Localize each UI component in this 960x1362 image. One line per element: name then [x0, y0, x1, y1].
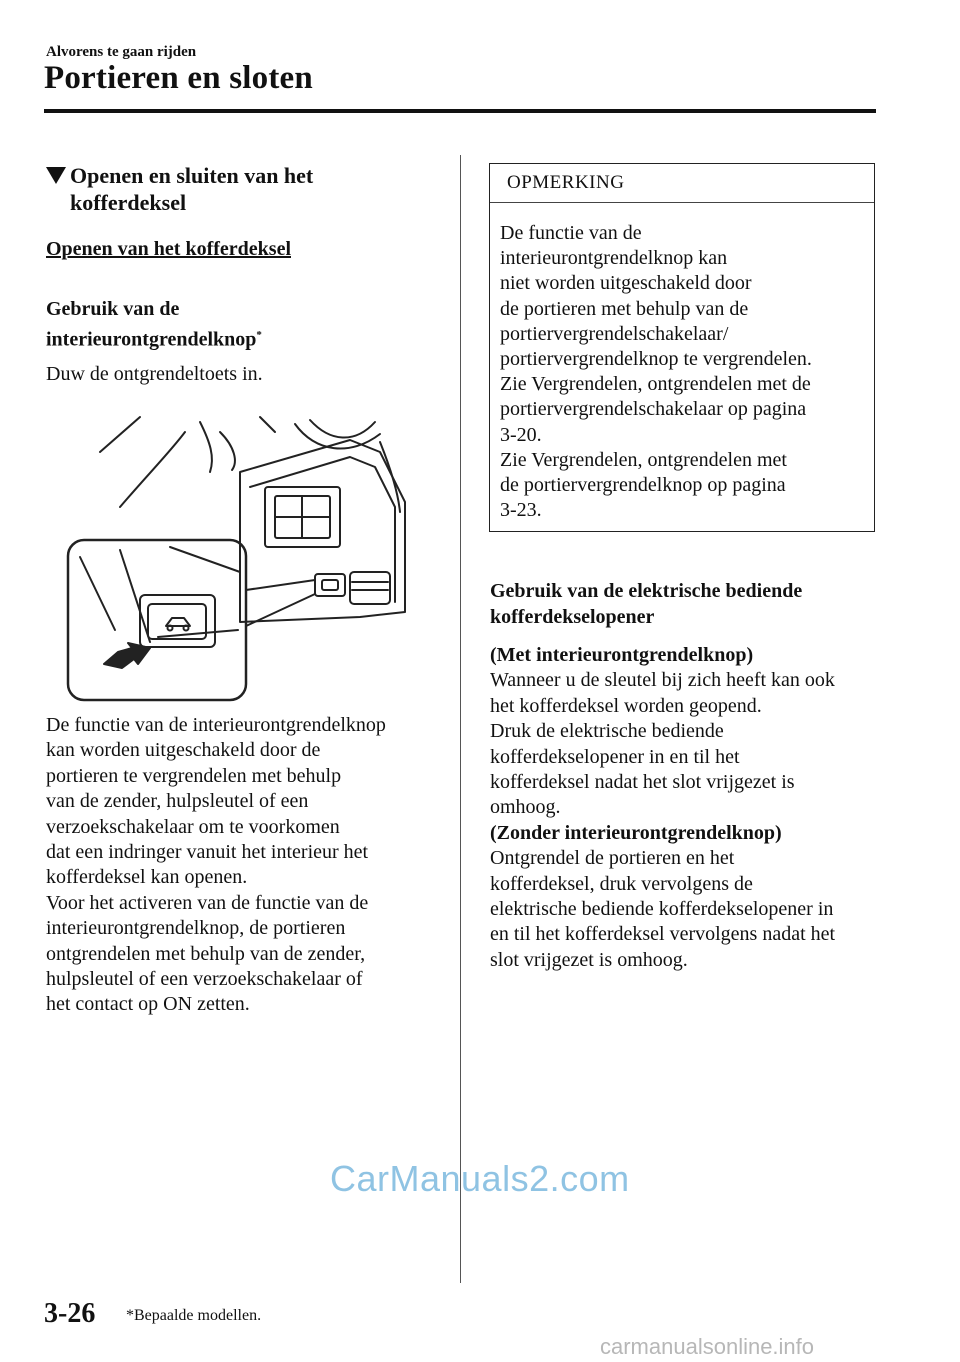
paragraph-line: De functie van de interieurontgrendelknop — [46, 714, 386, 736]
note-box — [489, 163, 875, 532]
note-line: portiervergrendelschakelaar op pagina — [500, 398, 807, 421]
page-title: Portieren en sloten — [44, 60, 313, 96]
paragraph-line: hulpsleutel of een verzoekschakelaar of — [46, 968, 363, 991]
topic-line2: kofferdekselopener — [490, 606, 655, 628]
title-rule — [44, 109, 876, 113]
instruction-text: Duw de ontgrendeltoets in. — [46, 363, 263, 385]
paragraph-line: van de zender, hulpsleutel of een — [46, 790, 309, 813]
section-heading-line2: kofferdeksel — [70, 190, 187, 215]
subheading-open-trunk: Openen van het kofferdeksel — [46, 238, 291, 260]
paragraph-line: portieren te vergrendelen met behulp — [46, 764, 342, 787]
note-line: 3-23. — [500, 499, 542, 522]
interior-release-description — [46, 713, 446, 1018]
page-number: 3-26 — [44, 1298, 96, 1329]
paragraph-line: slot vrijgezet is omhoog. — [490, 948, 688, 971]
paragraph-line: ontgrendelen met behulp van de zender, — [46, 942, 366, 965]
section-heading-line1: Openen en sluiten van het — [70, 163, 314, 188]
paragraph-line: omhoog. — [490, 796, 561, 819]
paragraph-line: Druk de elektrische bediende — [490, 720, 724, 743]
note-line: De functie van de — [500, 222, 642, 244]
paragraph-line: kofferdekselopener in en til het — [490, 745, 740, 768]
note-title: OPMERKING — [507, 172, 625, 193]
note-line: Zie Vergrendelen, ontgrendelen met — [500, 448, 787, 471]
note-line: portiervergrendelknop te vergrendelen. — [500, 348, 812, 371]
paragraph-line: verzoekschakelaar om te voorkomen — [46, 815, 340, 838]
paragraph-line: kofferdeksel, druk vervolgens de — [490, 872, 753, 895]
column-divider — [460, 155, 461, 1283]
watermark-secondary: carmanualsonline.info — [600, 1334, 815, 1359]
note-body — [500, 221, 870, 523]
topic-line1: Gebruik van de elektrische bediende — [490, 580, 803, 602]
condition-with-release: (Met interieurontgrendelknop) — [490, 644, 754, 666]
paragraph-line: Ontgrendel de portieren en het — [490, 847, 735, 870]
paragraph-line: dat een indringer vanuit het interieur het — [46, 841, 369, 864]
note-line: niet worden uitgeschakeld door — [500, 272, 752, 295]
note-line: portiervergrendelschakelaar/ — [500, 322, 729, 345]
paragraph-line: het kofferdeksel worden geopend. — [490, 694, 762, 717]
interior-release-button-illustration — [60, 412, 430, 704]
electric-opener-description — [490, 643, 885, 973]
topic-line2: interieurontgrendelknop — [46, 328, 257, 351]
topic-heading-electric-opener — [490, 578, 802, 630]
watermark-primary: CarManuals2.com — [330, 1158, 630, 1199]
condition-without-release: (Zonder interieurontgrendelknop) — [490, 821, 782, 844]
note-line: de portieren met behulp van de — [500, 297, 749, 320]
paragraph-line: kofferdeksel nadat het slot vrijgezet is — [490, 771, 795, 794]
paragraph-line: het contact op ON zetten. — [46, 993, 250, 1016]
section-label: Alvorens te gaan rijden — [46, 44, 197, 60]
triangle-bullet-icon — [46, 167, 66, 184]
topic-heading-interior-release — [46, 296, 262, 353]
note-header — [490, 164, 874, 203]
paragraph-line: kofferdeksel kan openen. — [46, 866, 248, 889]
paragraph-line: interieurontgrendelknop, de portieren — [46, 917, 346, 940]
note-line: de portiervergrendelknop op pagina — [500, 474, 786, 497]
note-line: 3-20. — [500, 423, 542, 446]
paragraph-line: Voor het activeren van de functie van de — [46, 891, 369, 914]
paragraph-line: elektrische bediende kofferdekselopener in — [490, 898, 834, 921]
paragraph-line: kan worden uitgeschakeld door de — [46, 739, 321, 762]
topic-line1: Gebruik van de — [46, 298, 180, 320]
footnote: *Bepaalde modellen. — [126, 1307, 262, 1324]
note-line: Zie Vergrendelen, ontgrendelen met de — [500, 373, 811, 396]
footnote-mark: * — [256, 329, 262, 341]
note-line: interieurontgrendelknop kan — [500, 247, 728, 270]
paragraph-line: en til het kofferdeksel vervolgens nadat het — [490, 923, 836, 946]
paragraph-line: Wanneer u de sleutel bij zich heeft kan ook — [490, 669, 835, 692]
